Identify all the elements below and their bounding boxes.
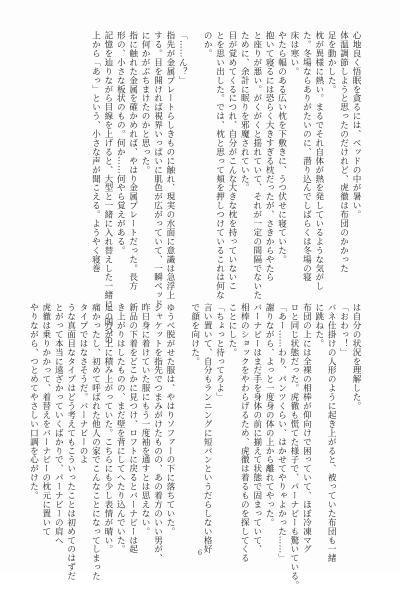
text-line: ジャケットを指先でつまみがけたものの、あの着方のいい男が、	[152, 303, 163, 563]
text-line: 足の方が上に積み上がっていた。こちらにも少し表情が晴い。	[102, 303, 113, 554]
text-line: 「……ん？」	[177, 31, 188, 85]
text-line: 謝りながら、よっと一度身の体の上から離れてやった。	[264, 303, 275, 527]
text-line: と座りが悪い。がくがくと揺れていて、それが一定の間隔でないた	[251, 31, 262, 300]
text-line: する。目を開ければ視界いっぱいに肌色が広がっていて、一瞬ベッド	[152, 31, 163, 309]
text-line: 「ちょっと待ってろよ」	[214, 303, 225, 402]
text-line: ゆうべ脱がせた服は、やはりソファーの下に落ちていた。	[164, 303, 175, 536]
text-line: に跳ねた。	[313, 303, 324, 348]
text-line: ために、余計に眠りを邪魔されていた。	[239, 31, 250, 193]
text-line: は自分の状況を理解した。	[351, 303, 361, 411]
text-line	[188, 31, 200, 276]
text-line: 目が覚めてくるにつれ、自分がこんな大きな枕を持っていないこ	[226, 31, 237, 291]
text-line: 布団の上には全裸の相棒が仰向けで困っていて、ほぼ冷凍マグ	[301, 303, 312, 554]
text-line: 枕が異様に熱い。まるでそれ自体が熱を発しているような気がし	[313, 31, 324, 291]
text-line: とがって本当に遠ざかっていくばかりで、パーナビーの肩へ	[53, 303, 64, 545]
text-line	[176, 303, 188, 543]
text-line: ロと同じ状態だった。虎徹も慌てた様子で、パーナビーも驚いている。	[288, 303, 299, 589]
text-line: とを思い出した。では、枕と思って頬を押しつけているこれは何な	[214, 31, 225, 300]
text-line: 言い置いて、自分もランニングに短パンというだらしない格好	[202, 303, 213, 554]
text-line: 形の、小さな板状のもの。何か……何やら覚えがある。	[115, 31, 126, 255]
text-line: 新品の下着をどこかに見つけ、ロフトに戻るとバーナビーは起	[127, 303, 138, 554]
text-line: 体温調節しようと思ったのだけれど、虎徹は布団のかかった	[338, 31, 349, 273]
text-line: 相棒のショックをやわらげるため、虎徹は着るものを探してくる	[239, 303, 250, 563]
text-line: 心地良く悟眠を貪るには、ベッドの中が暑い。	[351, 31, 361, 219]
text-line: やたら幅のある広い枕を下敷きに、うつ伏せに寝ていた。	[276, 31, 287, 264]
text-line: やりながら、つとめてやさしい口調を心がけた。	[28, 303, 39, 500]
text-line: 記憶を辿りながら目線を上げると、大型と一緒に入れ替えした一緒に、四つの	[102, 31, 113, 345]
text-line: バネ仕掛けの人形のように起き上がると、被っていた布団も一緒	[326, 303, 337, 563]
text-line: 床は寒い。	[288, 31, 299, 76]
text-line: で顔を向けた。	[189, 303, 200, 366]
text-line: に何かがぶちまけたのかと思った。	[140, 31, 151, 175]
text-line: 「おわっ！」	[338, 303, 349, 357]
text-line: ことにした。	[226, 303, 237, 357]
text-line: 上から「あっ」という、小さな声が聞こえる。ようやく寝巻	[90, 31, 101, 273]
text-line: タイプではなさそうだ。バーナビーのよ	[78, 303, 89, 465]
text-line: 昨日身に着けていた服にもう一度袖を通すとは思えない。	[140, 303, 151, 536]
text-line: 足を動かした。	[326, 31, 337, 94]
page-number: 6	[197, 549, 203, 557]
text-line: た。冬場ならありがたいのに、潜り込んでしばらくは冬場の寝	[301, 31, 312, 282]
text-line: き上がりはしたものの、まだ壁を背にしてへたり込んでいた。	[115, 303, 126, 554]
text-line: 指先が金属プレートらしきものに触れ、現実の水面に意識は急浮上	[164, 31, 175, 300]
text-line: 虎徹は乗りかかって、着替えをバーナビーの枕元に置いて	[40, 303, 51, 536]
text-line: 指に触れた金属を確かめれば、やはり金属プレートだった。長方	[127, 31, 138, 291]
text-line: 「あー……わり、パンツくらい、はかせてやりゃよかった……」	[276, 303, 287, 563]
text-line: 痛かったし、初めて呼ばれた他人の家でこんなことになってしまった	[90, 303, 101, 581]
lower-text-block	[28, 303, 362, 589]
text-line: 抱いて寝るには恐らく大きすぎる枕だったが、さきからやたら	[264, 31, 275, 282]
text-line: のか。	[202, 31, 213, 58]
text-line: うな真面目なタイプはどう考えてもこういったことは初めてのはずだ	[65, 303, 76, 581]
text-line: バーナビーはまだ手を身体の前に揃えて状態で固まっていて、	[251, 303, 262, 554]
